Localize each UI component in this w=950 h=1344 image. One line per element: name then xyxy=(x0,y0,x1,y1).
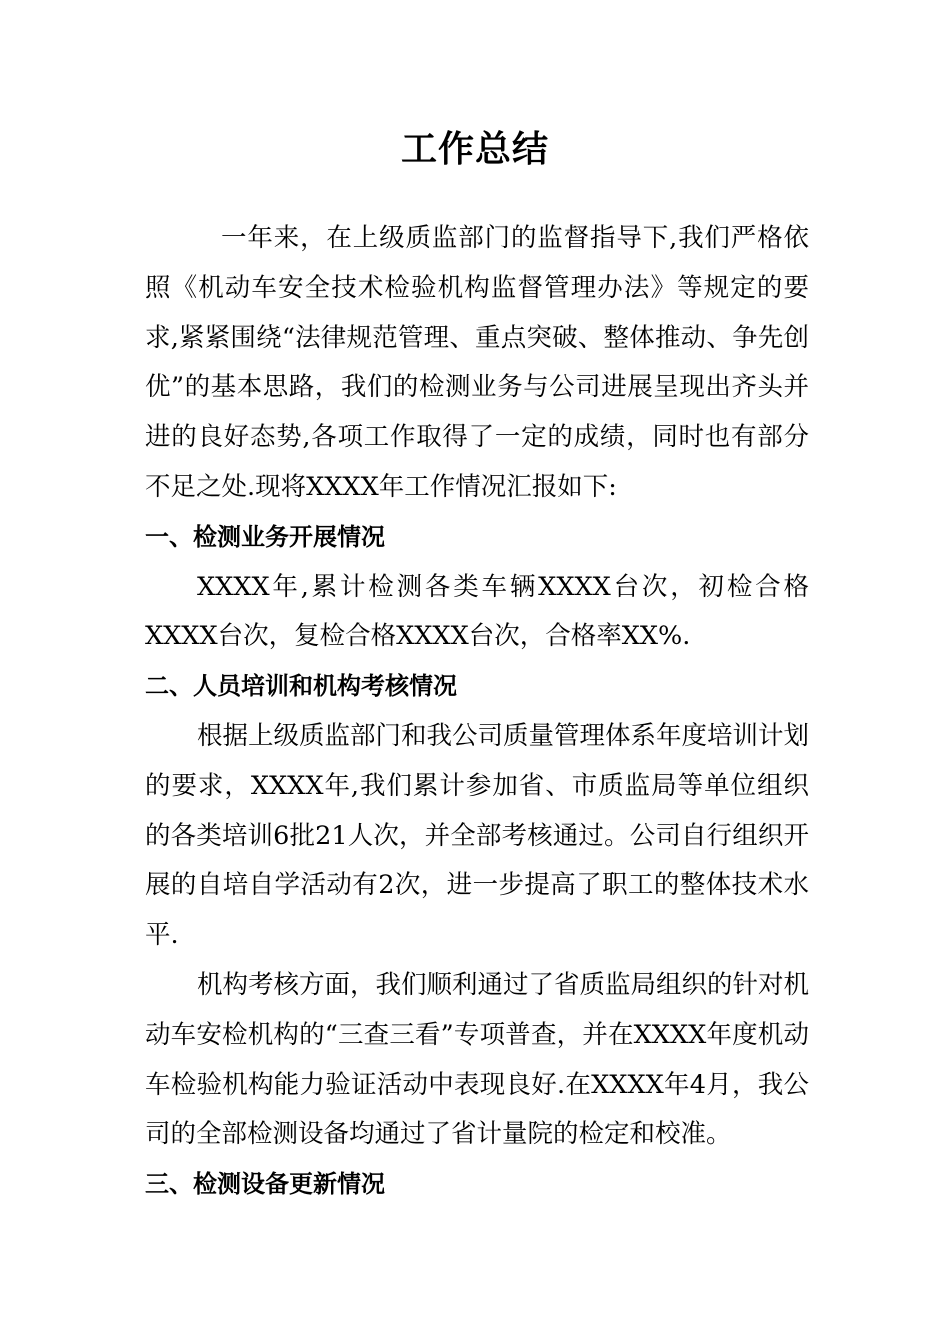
section-heading-3: 三、检测设备更新情况 xyxy=(145,1170,385,1199)
section-2-paragraph-1: 根据上级质监部门和我公司质量管理体系年度培训计划的要求，XXXX年,我们累计参加省、市质监局等单位组织的各类培训6批21人次，并全部考核通过。公司自行组织开展的自培自学活动有2次，进一步提高了职工的整体技术水平. xyxy=(145,720,810,951)
document-title: 工作总结 xyxy=(400,129,549,170)
intro-paragraph: 一年来，在上级质监部门的监督指导下,我们严格依照《机动车安全技术检验机构监督管理办法》等规定的要求,紧紧围绕“法律规范管理、重点突破、整体推动、争先创优”的基本思路，我们的检测业务与公司进展呈现出齐头并进的良好态势,各项工作取得了一定的成绩，同时也有部分不足之处.现将XXXX年工作情况汇报如下: xyxy=(145,223,809,502)
section-heading-2: 二、人员培训和机构考核情况 xyxy=(145,672,457,701)
section-1-paragraph-1: XXXX年,累计检测各类车辆XXXX台次，初检合格XXXX台次，复检合格XXXX台次，合格率XX%. xyxy=(145,571,809,652)
document-body xyxy=(145,214,809,1210)
section-heading-1: 一、检测业务开展情况 xyxy=(145,522,385,551)
section-2-paragraph-2: 机构考核方面，我们顺利通过了省质监局组织的针对机动车安检机构的“三查三看”专项普查，并在XXXX年度机动车检验机构能力验证活动中表现良好.在XXXX年4月，我公司的全部检测设备均通过了省计量院的检定和校准。 xyxy=(145,969,810,1150)
